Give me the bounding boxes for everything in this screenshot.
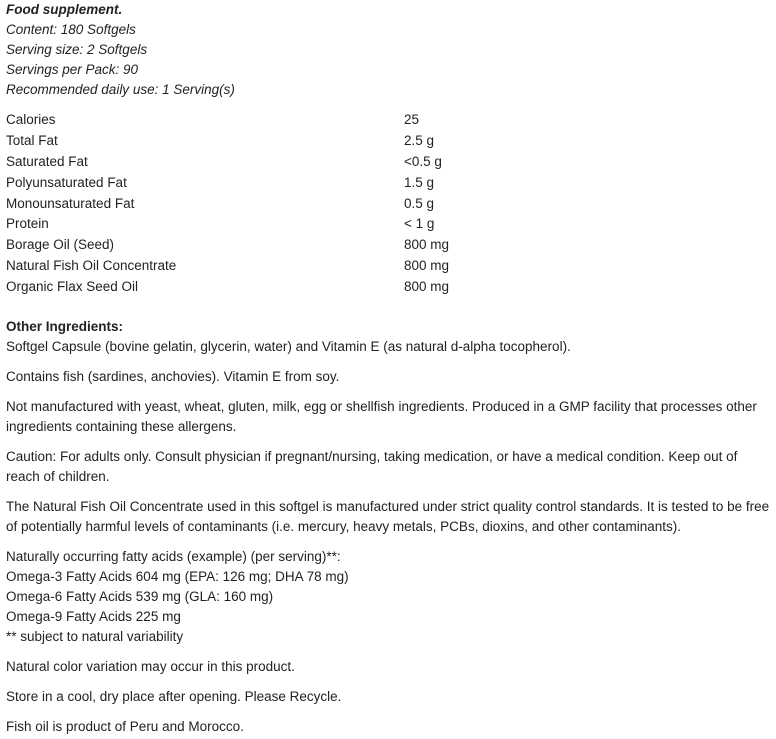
- storage-note: Store in a cool, dry place after opening. Please Recycle.: [6, 689, 342, 705]
- nutrient-value: 800 mg: [404, 237, 450, 253]
- nutrient-name: Polyunsaturated Fat: [6, 174, 127, 190]
- nutrient-value: 2.5 g: [404, 133, 435, 149]
- nutrient-name: Borage Oil (Seed): [6, 237, 115, 253]
- servings-per-pack-line: Servings per Pack: 90: [6, 62, 139, 77]
- nutrient-value: 800 mg: [404, 278, 450, 294]
- fatty-acids-block: [6, 547, 770, 647]
- product-title: Food supplement.: [6, 2, 123, 17]
- origin-note: Fish oil is product of Peru and Morocco.: [6, 719, 244, 735]
- nutrition-table: [6, 110, 524, 297]
- table-row: [6, 235, 524, 256]
- other-ingredients-heading: Other Ingredients:: [6, 319, 124, 335]
- nutrient-value: < 1 g: [404, 216, 435, 232]
- table-row: [6, 214, 524, 235]
- content-line: Content: 180 Softgels: [6, 22, 136, 37]
- nutrient-value: 800 mg: [404, 257, 450, 273]
- nutrient-name: Total Fat: [6, 133, 58, 149]
- contains-note: Contains fish (sardines, anchovies). Vitamin E from soy.: [6, 369, 340, 385]
- nutrient-value: 25: [404, 112, 420, 128]
- variability-note: ** subject to natural variability: [6, 629, 184, 645]
- table-row: [6, 152, 524, 173]
- recommended-use-line: Recommended daily use: 1 Serving(s): [6, 82, 235, 97]
- color-variation-note: Natural color variation may occur in this product.: [6, 659, 295, 675]
- table-row: [6, 172, 524, 193]
- fatty-acids-heading: Naturally occurring fatty acids (example) (per serving)**:: [6, 549, 341, 565]
- nutrient-name: Natural Fish Oil Concentrate: [6, 257, 177, 273]
- nutrient-name: Organic Flax Seed Oil: [6, 278, 139, 294]
- serving-size-line: Serving size: 2 Softgels: [6, 42, 148, 57]
- table-row: [6, 276, 524, 297]
- allergen-note: Not manufactured with yeast, wheat, gluten, milk, egg or shellfish ingredients. Produced in a GMP facility that processes other ingredients containing these allergens.: [6, 399, 757, 435]
- caution-note: Caution: For adults only. Consult physician if pregnant/nursing, taking medication, or have a medical condition. Keep out of reach of children.: [6, 449, 738, 485]
- nutrient-value: 1.5 g: [404, 174, 435, 190]
- nutrient-name: Saturated Fat: [6, 153, 88, 169]
- capsule-ingredients: Softgel Capsule (bovine gelatin, glycerin, water) and Vitamin E (as natural d-alpha tocopherol).: [6, 339, 571, 355]
- nutrient-name: Monounsaturated Fat: [6, 195, 135, 211]
- list-item: Omega-3 Fatty Acids 604 mg (EPA: 126 mg; DHA 78 mg): [6, 569, 349, 585]
- table-row: [6, 110, 524, 131]
- table-row: [6, 131, 524, 152]
- nutrient-name: Calories: [6, 112, 56, 128]
- nutrient-name: Protein: [6, 216, 49, 232]
- list-item: Omega-6 Fatty Acids 539 mg (GLA: 160 mg): [6, 589, 274, 605]
- quality-note: The Natural Fish Oil Concentrate used in this softgel is manufactured under strict quality control standards. It is tested to be free of potentially harmful levels of contaminants (i.e. mercury, heavy metals, PCBs, dioxins, and other contaminants).: [6, 499, 770, 535]
- nutrient-value: <0.5 g: [404, 153, 442, 169]
- table-row: [6, 256, 524, 277]
- nutrient-value: 0.5 g: [404, 195, 435, 211]
- table-row: [6, 193, 524, 214]
- list-item: Omega-9 Fatty Acids 225 mg: [6, 609, 181, 625]
